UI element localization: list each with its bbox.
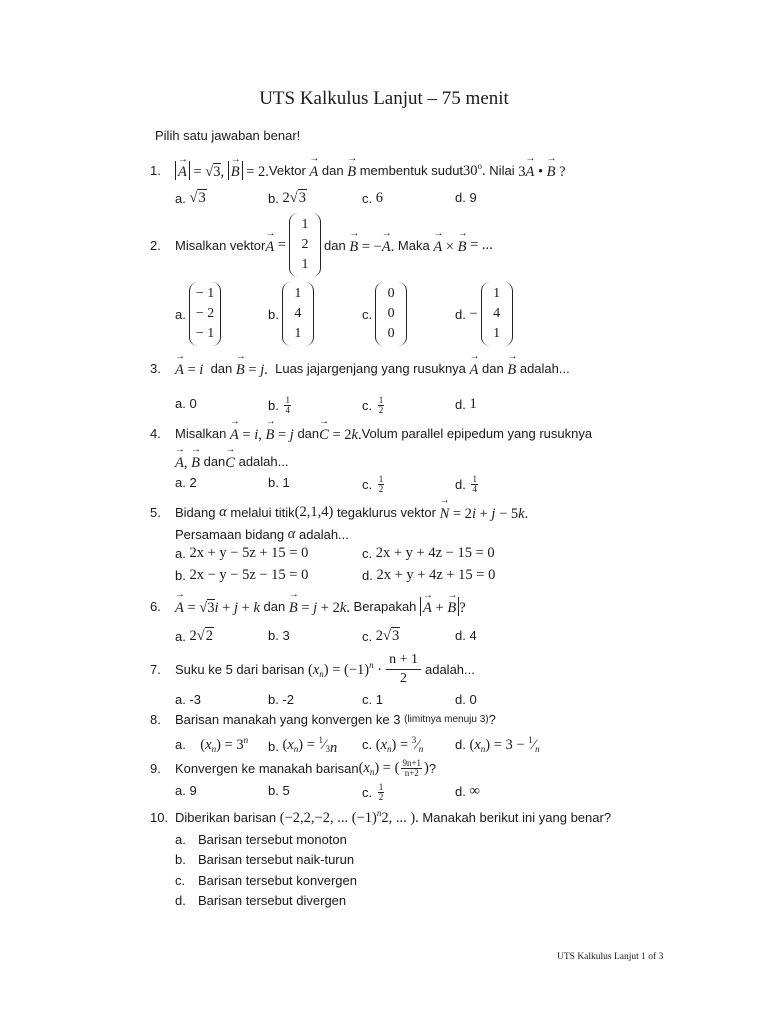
option-10c[interactable]	[175, 873, 357, 888]
option-label: b.	[268, 628, 279, 643]
math-expression: → A = √3, → B = 2.	[175, 161, 269, 181]
option-value: 2√3	[282, 190, 306, 206]
option-value: 2√2	[189, 628, 213, 644]
option-value: 2x + y − 5z + 15 = 0	[189, 545, 309, 561]
math-fraction: $\frac{9n+1}{n+2}$	[402, 758, 422, 778]
question-text: membentuk sudut	[359, 163, 464, 178]
question-number: 1.	[150, 163, 161, 178]
question-4	[150, 423, 592, 444]
math-expression: → A, → B	[175, 451, 204, 472]
question-text: = ...	[470, 236, 493, 253]
option-label: d.	[455, 306, 466, 322]
option-6a[interactable]	[175, 628, 214, 645]
option-10d[interactable]	[175, 893, 346, 908]
option-6d[interactable]	[455, 628, 477, 643]
option-label: b.	[175, 852, 186, 867]
option-2b[interactable]	[268, 284, 317, 344]
math-expression: 3→ A • → B ?	[518, 160, 565, 181]
math-expression: → A = i, → B = j	[230, 423, 298, 444]
option-value: 9	[189, 783, 197, 798]
question-text: dan	[297, 426, 320, 441]
math-expression: → A × → B	[430, 235, 470, 256]
option-label: d.	[455, 397, 466, 412]
option-matrix: − 1 − 2 − 1	[189, 282, 221, 347]
option-label: d.	[455, 190, 466, 205]
question-text: Misalkan vektor	[175, 237, 266, 253]
option-8c[interactable]	[362, 735, 423, 754]
page-footer: UTS Kalkulus Lanjut 1 of 3	[557, 952, 664, 962]
math-expression: → B = j + 2k.	[285, 596, 353, 617]
option-value: 1	[282, 475, 290, 490]
question-number: 4.	[150, 426, 161, 441]
question-number: 8.	[150, 712, 161, 727]
option-value: $(x_n) = 3^n$	[200, 735, 249, 754]
question-text: adalah...	[238, 454, 289, 469]
alpha-symbol: α	[284, 526, 300, 542]
question-text: dan	[482, 361, 504, 376]
question-mark: ?	[488, 712, 496, 727]
option-label: c.	[175, 873, 186, 888]
option-fraction: $\frac{1}{2}$	[378, 474, 384, 494]
option-label: d.	[455, 737, 466, 752]
option-value: 9	[469, 190, 477, 205]
question-number: 10.	[150, 810, 169, 825]
option-label: b.	[268, 783, 279, 798]
math-vector: → B	[507, 358, 516, 379]
option-1c[interactable]	[362, 190, 383, 207]
option-label: c.	[362, 191, 373, 206]
option-value: Barisan tersebut naik-turun	[198, 852, 355, 867]
question-7	[150, 650, 475, 688]
option-value: 3	[282, 628, 290, 643]
instruction-text: Pilih satu jawaban benar!	[155, 128, 301, 143]
option-value: 2√3	[375, 628, 400, 644]
option-sign: −	[469, 305, 478, 322]
option-fraction: $\frac{1}{2}$	[378, 395, 384, 415]
question-text: Suku ke 5 dari barisan	[175, 661, 305, 677]
option-label: a.	[175, 832, 186, 847]
option-1d[interactable]	[455, 190, 477, 205]
question-4-continued	[175, 451, 288, 472]
question-text: Vektor	[268, 163, 306, 178]
question-text: Berapakah	[353, 599, 417, 614]
option-value: ∞	[469, 783, 480, 799]
option-label: b.	[268, 306, 279, 322]
option-4a[interactable]	[175, 475, 197, 490]
question-text: adalah...	[424, 661, 475, 677]
option-value: √3	[189, 190, 206, 206]
question-text: Barisan manakah yang konvergen ke 3	[175, 712, 401, 727]
math-expression: $(x_n)$ = (	[358, 760, 400, 777]
option-fraction: $\frac{1}{2}$	[378, 782, 384, 802]
option-7d[interactable]	[455, 692, 477, 707]
option-value: Barisan tersebut divergen	[198, 893, 347, 908]
option-label: a.	[175, 737, 186, 752]
question-text: Nilai	[489, 163, 515, 178]
question-2: 2. Misalkan vektor → A = 1 2 1 dan → B = −→ A. Maka → A × → B = ...	[150, 214, 493, 276]
question-text: Luas jajargenjang yang rusuknya	[275, 361, 466, 376]
question-text: Maka	[397, 237, 430, 253]
option-7b[interactable]	[268, 692, 294, 707]
math-expression: → B = j.	[232, 358, 271, 379]
option-value: 5	[282, 783, 290, 798]
option-7c[interactable]	[362, 692, 383, 707]
math-vector: → B	[347, 160, 356, 181]
option-3b[interactable]	[268, 396, 293, 415]
option-value: 0	[469, 692, 477, 707]
option-3d[interactable]	[455, 396, 477, 413]
option-4d[interactable]	[455, 475, 480, 494]
point-coordinates: (2,1,4)	[294, 504, 334, 520]
option-label: a.	[175, 546, 186, 561]
question-5-continued	[175, 526, 349, 543]
option-value: -3	[189, 692, 202, 707]
option-label: a.	[175, 475, 186, 490]
option-value: 1	[375, 692, 383, 707]
question-6	[150, 596, 466, 617]
option-label: b.	[268, 692, 279, 707]
option-5c[interactable]	[362, 545, 495, 562]
option-value: Barisan tersebut monoton	[198, 832, 347, 847]
option-2d[interactable]	[455, 284, 516, 344]
option-9c[interactable]	[362, 783, 386, 802]
option-label: d.	[175, 893, 186, 908]
option-8d[interactable]	[455, 735, 540, 754]
math-expression: → C = 2k.	[319, 423, 361, 444]
option-fraction: $\frac{1}{4}$	[285, 395, 290, 415]
option-9d[interactable]	[455, 783, 480, 800]
question-text: melalui titik	[230, 505, 295, 520]
math-expression: → A = √3i + j + k	[175, 596, 264, 617]
question-note: (limitnya menuju 3)	[404, 714, 489, 725]
question-text: Misalkan	[175, 426, 227, 441]
option-value: 1	[469, 396, 477, 412]
alpha-symbol: α	[215, 504, 231, 520]
option-label: a.	[175, 783, 186, 798]
option-value: $(x_n)$ = $^3⁄_n$	[375, 735, 424, 754]
option-9a[interactable]	[175, 783, 197, 798]
question-8	[150, 712, 496, 727]
option-label: b.	[268, 475, 279, 490]
option-5d[interactable]	[362, 567, 495, 584]
option-label: c.	[362, 477, 373, 492]
option-value: 2x + y + 4z − 15 = 0	[375, 545, 495, 561]
math-vector: → A	[265, 235, 274, 256]
option-8b[interactable]	[268, 735, 337, 757]
option-label: b.	[268, 738, 279, 754]
question-number: 3.	[150, 361, 161, 376]
question-text: dan	[210, 361, 233, 376]
option-3a[interactable]	[175, 396, 197, 411]
math-expression: (−2,2,−2, ... $(-1)^n2$, ... ).	[279, 808, 423, 826]
question-text: dan	[323, 237, 346, 253]
math-vector: → A	[470, 358, 479, 379]
math-expression: → A + → B ?	[420, 597, 466, 617]
option-label: c.	[362, 692, 373, 707]
option-label: b.	[175, 568, 186, 583]
question-text: Konvergen ke manakah barisan	[175, 761, 359, 776]
math-vector: → A	[309, 160, 318, 181]
option-label: d.	[362, 568, 373, 583]
option-6c[interactable]	[362, 628, 400, 645]
option-value: 6	[375, 190, 383, 206]
question-text: Persamaan bidang	[175, 527, 285, 542]
option-5b[interactable]	[175, 567, 308, 584]
question-text: dan	[203, 454, 226, 469]
option-label: a.	[175, 396, 186, 411]
option-matrix: 1 4 1	[481, 282, 513, 347]
option-10b[interactable]	[175, 852, 354, 867]
question-text: adalah...	[299, 527, 349, 542]
option-label: b.	[268, 191, 279, 206]
option-10a[interactable]	[175, 832, 347, 847]
option-9b[interactable]	[268, 783, 290, 798]
question-text: dan	[321, 163, 344, 178]
question-mark: ?	[428, 761, 437, 776]
option-label: a.	[175, 191, 186, 206]
question-number: 6.	[150, 599, 161, 614]
option-2a[interactable]	[175, 284, 224, 344]
option-label: b.	[268, 398, 279, 413]
option-matrix: 0 0 0	[375, 282, 407, 347]
question-text: Bidang	[175, 505, 216, 520]
question-number: 2.	[150, 237, 161, 253]
option-label: c.	[362, 398, 373, 413]
question-number: 9.	[150, 761, 161, 776]
option-value: 2x − y − 5z − 15 = 0	[189, 567, 309, 583]
option-fraction: $\frac{1}{4}$	[472, 474, 477, 494]
option-3c[interactable]	[362, 396, 386, 415]
option-value: $(x_n) = 3$ − $^1⁄_n$	[469, 735, 540, 754]
option-label: c.	[362, 737, 373, 752]
option-value: -2	[282, 692, 295, 707]
question-text: adalah...	[519, 361, 570, 376]
option-matrix: 1 4 1	[282, 282, 314, 347]
question-5	[150, 502, 528, 523]
column-vector: 1 2 1	[289, 213, 321, 278]
question-text: Diberikan barisan	[175, 810, 277, 825]
option-2c[interactable]	[362, 284, 410, 344]
option-value: 2	[189, 475, 197, 490]
option-7a[interactable]	[175, 692, 201, 707]
option-value: 2x + y + 4z + 15 = 0	[376, 567, 496, 583]
question-text: Manakah berikut ini yang benar?	[422, 810, 612, 825]
exam-title: UTS Kalkulus Lanjut – 75 menit	[259, 88, 509, 109]
option-4c[interactable]	[362, 475, 386, 494]
option-label: d.	[455, 692, 466, 707]
question-number: 7.	[150, 661, 161, 677]
option-8a[interactable]	[175, 735, 248, 754]
option-label: a.	[175, 692, 186, 707]
question-3	[150, 358, 570, 379]
question-10	[150, 808, 611, 827]
question-text: Volum parallel epipedum yang rusuknya	[361, 426, 593, 441]
option-value: 4	[469, 628, 477, 643]
angle-value: 30$^o$.	[463, 161, 486, 179]
option-6b[interactable]	[268, 628, 290, 643]
option-value: 0	[189, 396, 197, 411]
math-expression: → B = −→ A.	[346, 235, 398, 256]
option-5a[interactable]	[175, 545, 308, 562]
option-label: c.	[362, 546, 373, 561]
option-1b[interactable]	[268, 190, 307, 207]
option-label: d.	[455, 784, 466, 799]
option-value: Barisan tersebut konvergen	[198, 873, 357, 888]
question-1	[150, 160, 566, 181]
option-label: c.	[362, 306, 373, 322]
option-4b[interactable]	[268, 475, 290, 490]
option-label: a.	[175, 306, 186, 322]
option-label: d.	[455, 628, 466, 643]
option-label: d.	[455, 477, 466, 492]
option-label: a.	[175, 629, 186, 644]
question-number: 5.	[150, 505, 161, 520]
math-fraction: n + 1 2	[386, 651, 421, 687]
math-expression: → A = i	[175, 358, 207, 379]
option-value: $(x_n)$ = $^1⁄_{3n}$	[282, 735, 338, 756]
option-1a[interactable]	[175, 190, 207, 207]
option-label: c.	[362, 785, 373, 800]
math-expression: → N = 2i + j − 5k.	[436, 502, 528, 523]
math-vector: → C	[225, 451, 235, 472]
option-label: c.	[362, 629, 373, 644]
math-expression: $(x_n) = (-1)^n$ ·	[307, 659, 383, 679]
question-text: tegaklurus vektor	[336, 505, 436, 520]
question-text: dan	[263, 599, 286, 614]
question-9: 9. Konvergen ke manakah barisan $(x_n)$ = ( $\frac{9n+1}{n+2}$ ) ?	[150, 758, 437, 778]
